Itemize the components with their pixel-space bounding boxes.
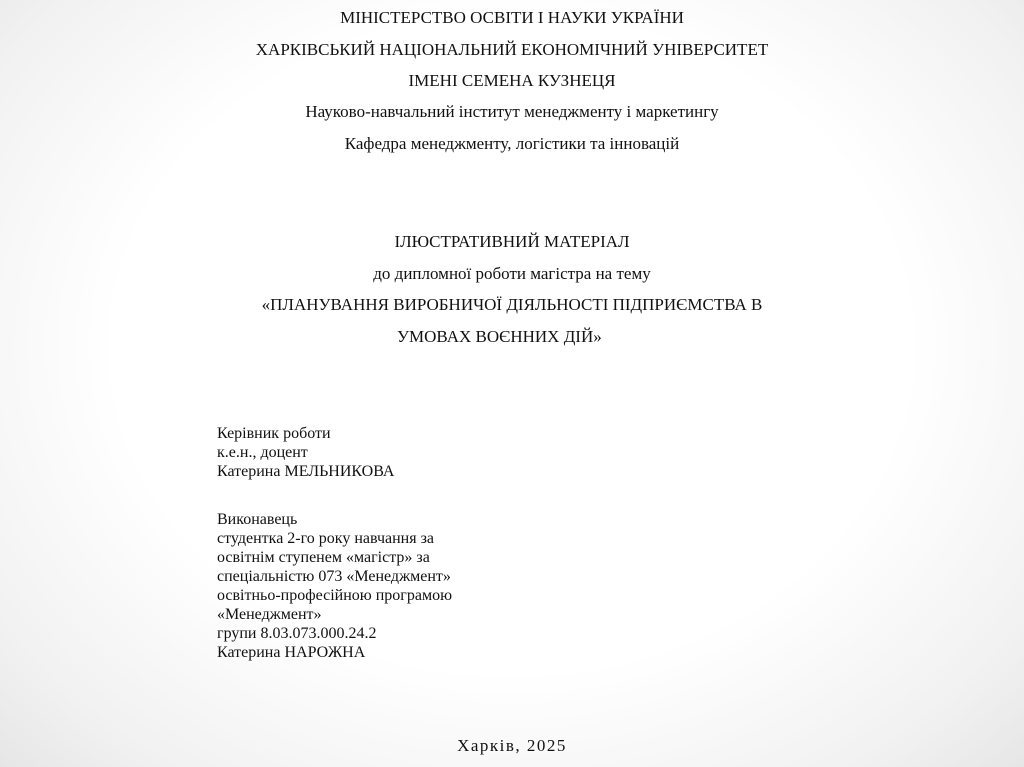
author-block bbox=[217, 510, 452, 662]
supervisor-block bbox=[217, 424, 394, 481]
topic-line2: УМОВАХ ВОЄННИХ ДІЙ» bbox=[397, 327, 602, 346]
author-label: Виконавець bbox=[217, 511, 298, 528]
author-line: освітньо-професійною програмою bbox=[217, 587, 453, 604]
university-name-line1: ХАРКІВСЬКИЙ НАЦІОНАЛЬНИЙ ЕКОНОМІЧНИЙ УНІВЕРСИТЕТ bbox=[255, 40, 769, 59]
supervisor-degree: к.е.н., доцент bbox=[217, 444, 308, 461]
institute-name: Науково-навчальний інститут менеджменту і маркетингу bbox=[305, 102, 719, 121]
author-line: групи 8.03.073.000.24.2 bbox=[217, 625, 377, 642]
ministry-name: МІНІСТЕРСТВО ОСВІТИ І НАУКИ УКРАЇНИ bbox=[340, 8, 684, 27]
department-name: Кафедра менеджменту, логістики та інновацій bbox=[344, 134, 680, 153]
topic-line1: «ПЛАНУВАННЯ ВИРОБНИЧОЇ ДІЯЛЬНОСТІ ПІДПРИЄМСТВА В bbox=[261, 295, 763, 314]
author-name: Катерина НАРОЖНА bbox=[217, 644, 366, 661]
document-subheading: до дипломної роботи магістра на тему bbox=[373, 264, 651, 283]
supervisor-label: Керівник роботи bbox=[217, 425, 331, 442]
author-line: спеціальністю 073 «Менеджмент» bbox=[217, 568, 451, 585]
author-line: «Менеджмент» bbox=[217, 606, 322, 623]
city-year: Харків, 2025 bbox=[457, 736, 567, 755]
author-line: освітнім ступенем «магістр» за bbox=[217, 549, 430, 566]
supervisor-name: Катерина МЕЛЬНИКОВА bbox=[217, 463, 395, 480]
author-line: студентка 2-го року навчання за bbox=[217, 530, 435, 547]
document-heading: ІЛЮСТРАТИВНИЙ МАТЕРІАЛ bbox=[394, 232, 630, 251]
university-name-line2: ІМЕНІ СЕМЕНА КУЗНЕЦЯ bbox=[408, 71, 616, 90]
